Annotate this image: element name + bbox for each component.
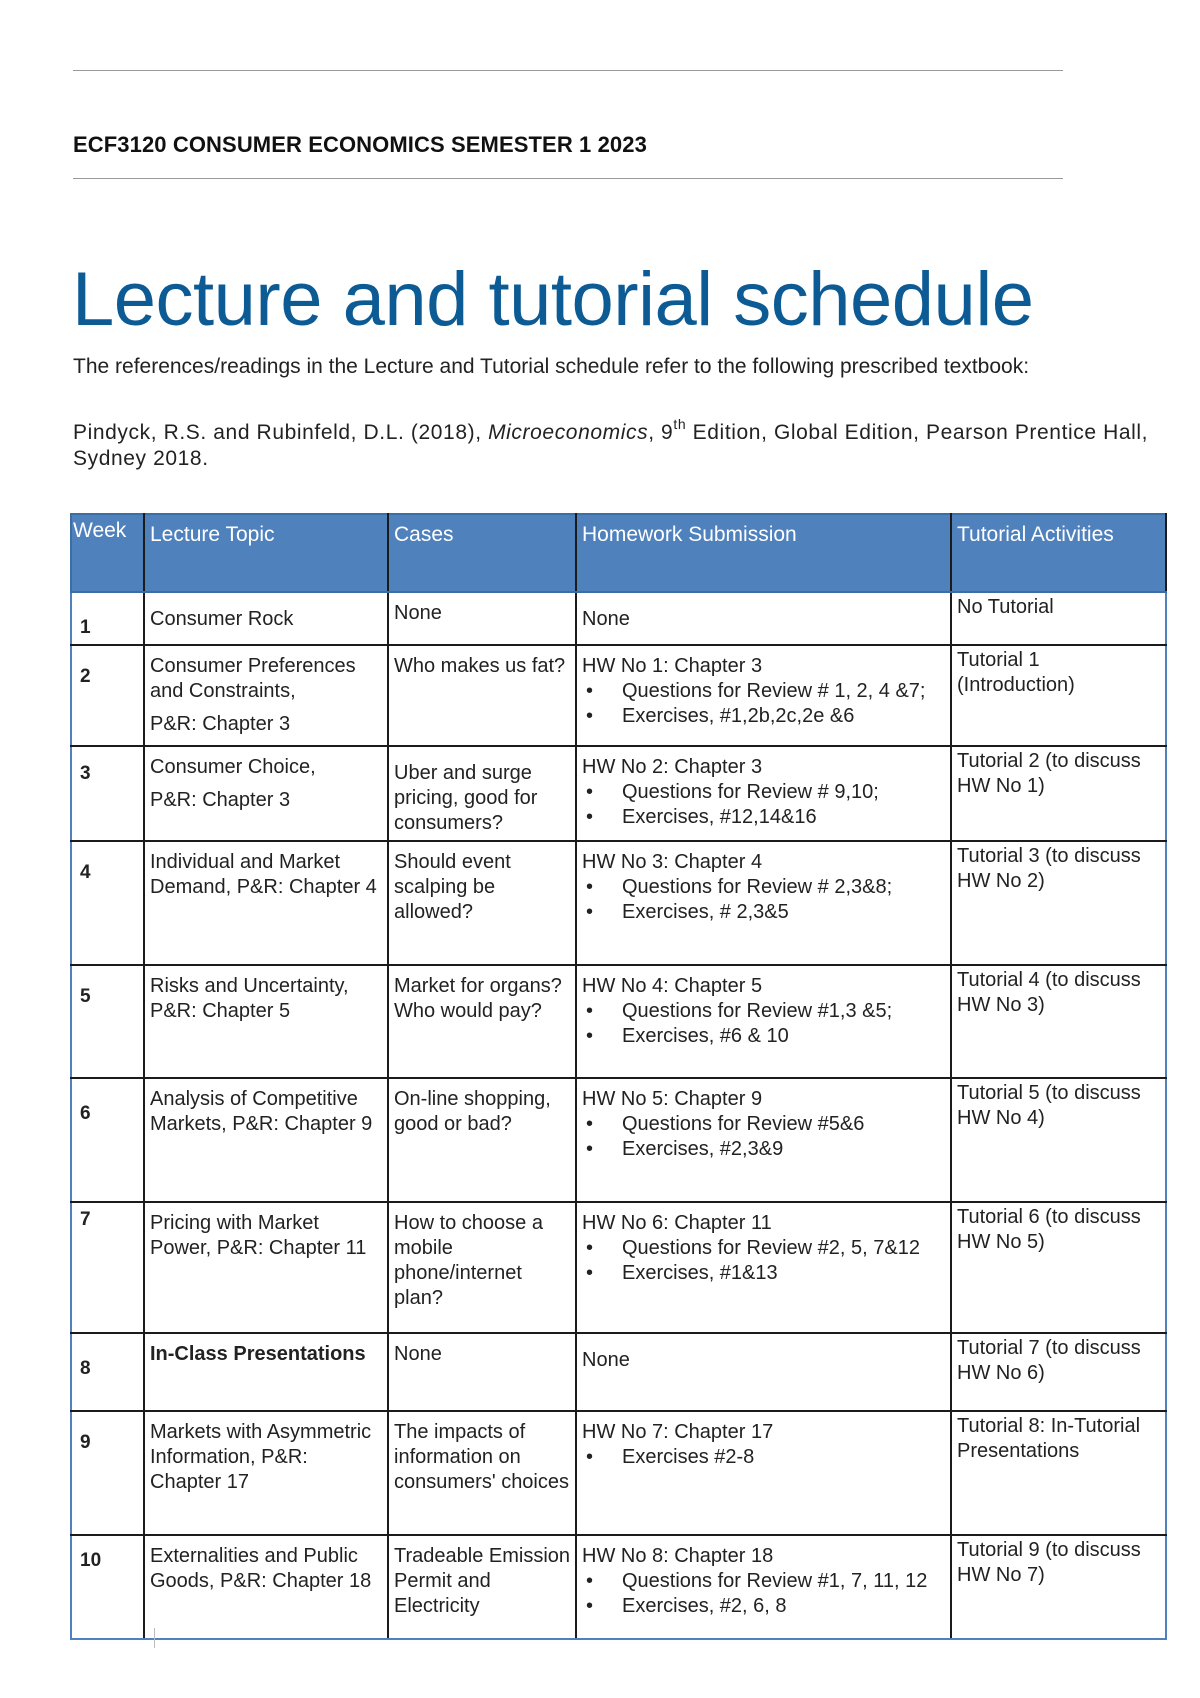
tutorial-cell: Tutorial 3 (to discuss HW No 2) [951, 841, 1166, 965]
week-cell: 1 [71, 592, 144, 645]
header-rule-top [73, 70, 1063, 71]
table-row [71, 1411, 1166, 1535]
header-week: Week [71, 514, 144, 592]
homework-item: • Questions for Review # 2,3&8; [582, 875, 945, 900]
reference-edition-sup: th [673, 416, 687, 432]
cases-cell: Tradeable Emission Permit and Electricity [388, 1535, 576, 1639]
homework-list [582, 1569, 945, 1619]
homework-item: • Questions for Review # 1, 2, 4 &7; [582, 679, 945, 704]
cases-cell: On-line shopping, good or bad? [388, 1078, 576, 1202]
header-tutorial: Tutorial Activities [951, 514, 1166, 592]
topic-text: Externalities and Public Goods, P&R: Chapter 18 [150, 1545, 372, 1592]
homework-list [582, 1445, 945, 1470]
tutorial-cell: No Tutorial [951, 592, 1166, 645]
week-cell: 6 [71, 1078, 144, 1202]
course-header: ECF3120 CONSUMER ECONOMICS SEMESTER 1 2023 [73, 132, 647, 157]
table-row [71, 841, 1166, 965]
topic-cell [144, 841, 388, 965]
homework-item: • Exercises, #2,3&9 [582, 1137, 945, 1162]
header-topic: Lecture Topic [144, 514, 388, 592]
topic-text: Individual and Market Demand, P&R: Chapter 4 [150, 851, 377, 898]
topic-text: In-Class Presentations [150, 1343, 366, 1365]
homework-cell [576, 965, 951, 1078]
cases-cell: Uber and surge pricing, good for consumers? [388, 746, 576, 841]
homework-cell [576, 592, 951, 645]
homework-item: • Exercises, #12,14&16 [582, 805, 945, 830]
header-homework: Homework Submission [576, 514, 951, 592]
footer-mark [154, 1628, 155, 1648]
table-row [71, 645, 1166, 746]
topic-cell [144, 592, 388, 645]
topic-cell [144, 965, 388, 1078]
week-cell: 9 [71, 1411, 144, 1535]
schedule-body [71, 592, 1166, 1639]
homework-item: • Questions for Review #1,3 &5; [582, 999, 945, 1024]
homework-item: • Exercises, #1&13 [582, 1261, 945, 1286]
cases-cell: Who makes us fat? [388, 645, 576, 746]
tutorial-cell: Tutorial 7 (to discuss HW No 6) [951, 1333, 1166, 1411]
tutorial-cell: Tutorial 1 (Introduction) [951, 645, 1166, 746]
topic-text: Consumer Choice, [150, 756, 316, 778]
tutorial-cell: Tutorial 8: In-Tutorial Presentations [951, 1411, 1166, 1535]
page-title: Lecture and tutorial schedule [72, 257, 1034, 342]
topic-cell [144, 1202, 388, 1333]
cases-cell: Market for organs? Who would pay? [388, 965, 576, 1078]
homework-item: • Questions for Review # 9,10; [582, 780, 945, 805]
cases-cell: None [388, 592, 576, 645]
homework-title: None [582, 608, 630, 630]
cases-cell: How to choose a mobile phone/internet plan? [388, 1202, 576, 1333]
topic-text: Pricing with Market Power, P&R: Chapter 11 [150, 1212, 367, 1259]
cases-cell: The impacts of information on consumers' choices [388, 1411, 576, 1535]
homework-item: • Exercises, # 2,3&5 [582, 900, 945, 925]
homework-list [582, 875, 945, 925]
header-rule-bottom [73, 178, 1063, 179]
reference-authors: Pindyck, R.S. and Rubinfeld, D.L. (2018), [73, 421, 482, 444]
reference-edition: , 9 [648, 421, 674, 444]
homework-title: HW No 2: Chapter 3 [582, 756, 763, 778]
reference-rest: Edition, Global Edition, Pearson Prentice Hall, Sydney 2018. [73, 421, 1149, 470]
week-cell: 7 [71, 1202, 144, 1333]
topic-cell [144, 1411, 388, 1535]
tutorial-cell: Tutorial 2 (to discuss HW No 1) [951, 746, 1166, 841]
table-row [71, 1535, 1166, 1639]
homework-item: • Exercises, #6 & 10 [582, 1024, 945, 1049]
textbook-reference [73, 416, 1153, 472]
homework-list [582, 1112, 945, 1162]
table-row [71, 1202, 1166, 1333]
homework-cell [576, 1411, 951, 1535]
tutorial-cell: Tutorial 9 (to discuss HW No 7) [951, 1535, 1166, 1639]
cases-cell: Should event scalping be allowed? [388, 841, 576, 965]
tutorial-cell: Tutorial 5 (to discuss HW No 4) [951, 1078, 1166, 1202]
homework-item: • Questions for Review #5&6 [582, 1112, 945, 1137]
schedule-table [70, 513, 1167, 1640]
topic-cell [144, 1535, 388, 1639]
homework-item: • Questions for Review #1, 7, 11, 12 [582, 1569, 945, 1594]
table-row [71, 592, 1166, 645]
table-row [71, 1078, 1166, 1202]
topic-text: Consumer Preferences and Constraints, [150, 655, 356, 702]
homework-item: • Questions for Review #2, 5, 7&12 [582, 1236, 945, 1261]
homework-cell [576, 1078, 951, 1202]
homework-cell [576, 1202, 951, 1333]
topic-cell [144, 1078, 388, 1202]
homework-item: • Exercises, #2, 6, 8 [582, 1594, 945, 1619]
homework-title: None [582, 1349, 630, 1371]
week-cell: 10 [71, 1535, 144, 1639]
topic-reading: P&R: Chapter 3 [150, 789, 291, 811]
topic-cell [144, 746, 388, 841]
homework-item: • Exercises, #1,2b,2c,2e &6 [582, 704, 945, 729]
intro-paragraph: The references/readings in the Lecture and Tutorial schedule refer to the following prescribed textbook: [73, 355, 1030, 378]
reference-book: Microeconomics [488, 421, 649, 444]
homework-item: • Exercises #2-8 [582, 1445, 945, 1470]
topic-text: Analysis of Competitive Markets, P&R: Chapter 9 [150, 1088, 373, 1135]
topic-text: Risks and Uncertainty, P&R: Chapter 5 [150, 975, 349, 1022]
table-header-row [71, 514, 1166, 592]
homework-list [582, 999, 945, 1049]
homework-title: HW No 8: Chapter 18 [582, 1545, 774, 1567]
week-cell: 2 [71, 645, 144, 746]
homework-title: HW No 5: Chapter 9 [582, 1088, 763, 1110]
homework-list [582, 1236, 945, 1286]
homework-cell [576, 1535, 951, 1639]
homework-list [582, 780, 945, 830]
topic-reading: P&R: Chapter 3 [150, 713, 291, 735]
table-row [71, 746, 1166, 841]
topic-text: Markets with Asymmetric Information, P&R: Chapter 17 [150, 1421, 372, 1493]
week-cell: 5 [71, 965, 144, 1078]
week-cell: 3 [71, 746, 144, 841]
homework-title: HW No 1: Chapter 3 [582, 655, 763, 677]
table-row [71, 965, 1166, 1078]
homework-title: HW No 6: Chapter 11 [582, 1212, 772, 1234]
topic-cell [144, 1333, 388, 1411]
week-cell: 8 [71, 1333, 144, 1411]
topic-text: Consumer Rock [150, 608, 294, 630]
cases-cell: None [388, 1333, 576, 1411]
homework-cell [576, 645, 951, 746]
tutorial-cell: Tutorial 4 (to discuss HW No 3) [951, 965, 1166, 1078]
topic-cell [144, 645, 388, 746]
homework-list [582, 679, 945, 729]
homework-title: HW No 7: Chapter 17 [582, 1421, 774, 1443]
homework-title: HW No 3: Chapter 4 [582, 851, 763, 873]
table-row [71, 1333, 1166, 1411]
week-cell: 4 [71, 841, 144, 965]
header-cases: Cases [388, 514, 576, 592]
tutorial-cell: Tutorial 6 (to discuss HW No 5) [951, 1202, 1166, 1333]
homework-title: HW No 4: Chapter 5 [582, 975, 763, 997]
homework-cell [576, 1333, 951, 1411]
homework-cell [576, 841, 951, 965]
homework-cell [576, 746, 951, 841]
